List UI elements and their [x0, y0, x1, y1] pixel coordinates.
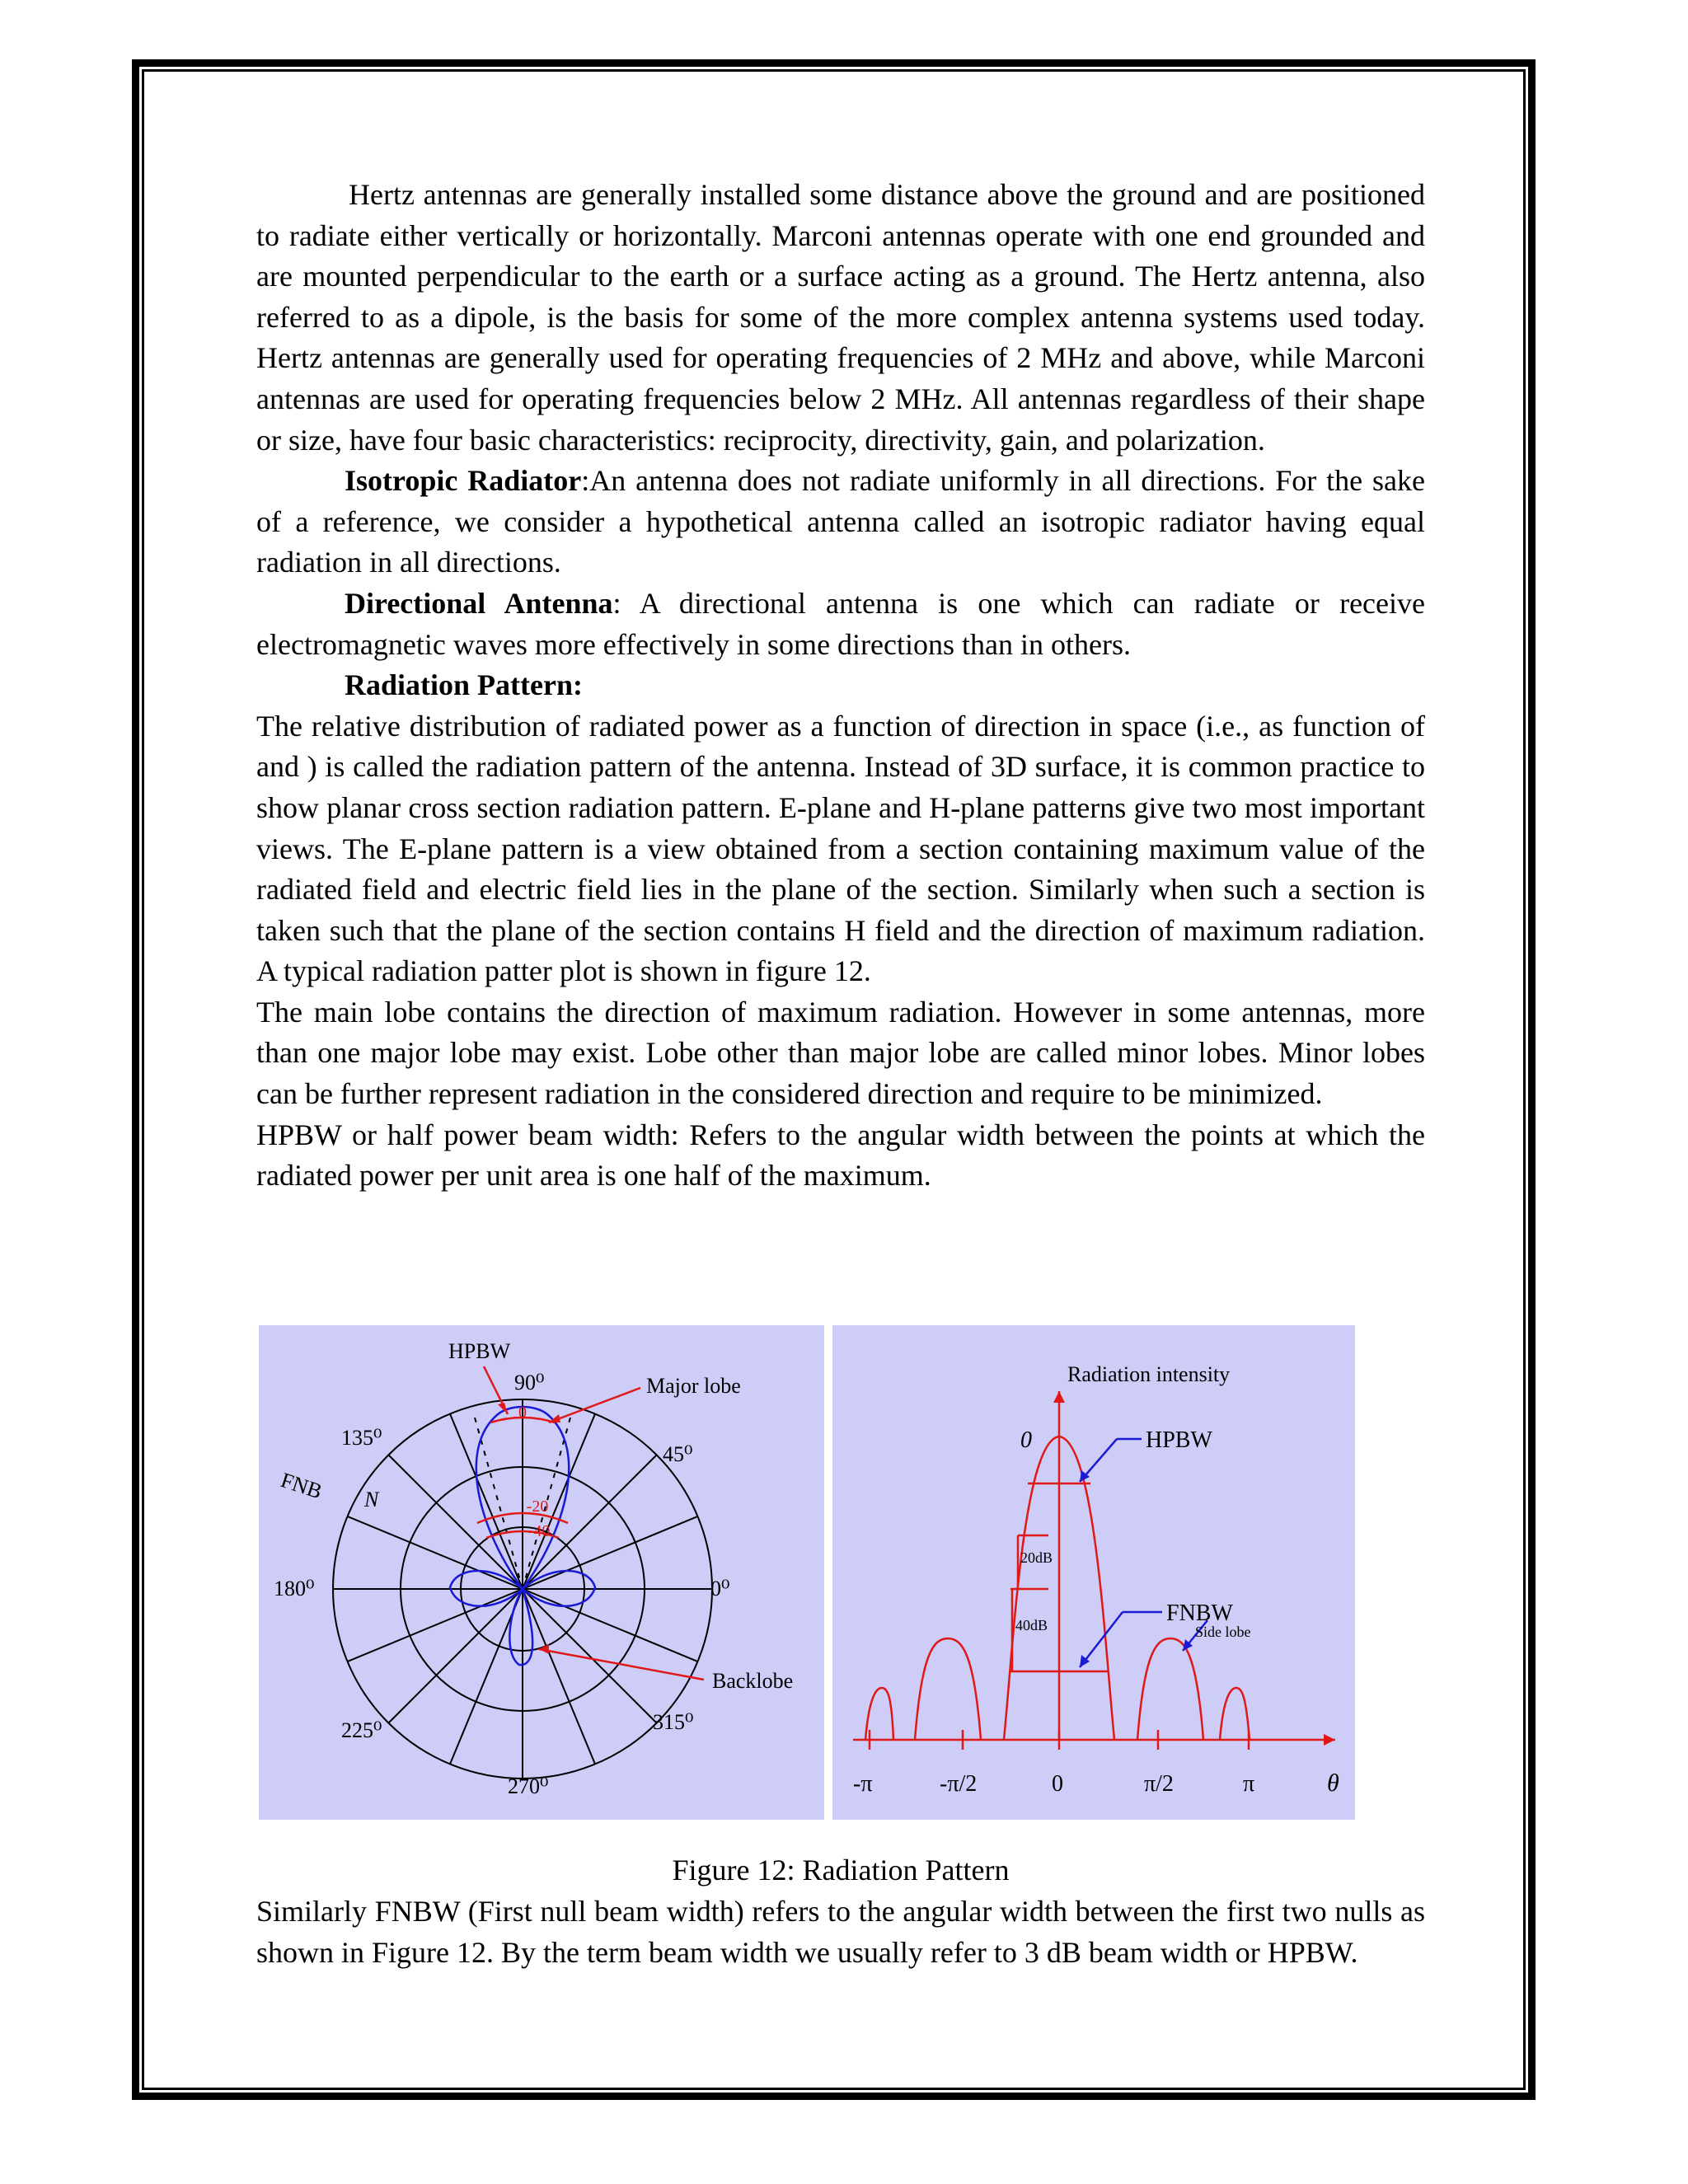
term-isotropic-radiator: Isotropic Radiator: [345, 464, 582, 498]
label-side-lobe: Side lobe: [1195, 1624, 1251, 1640]
cartesian-plot-panel: [832, 1325, 1355, 1820]
label-cartesian-hpbw: HPBW: [1146, 1427, 1212, 1453]
left-side-lobe-curve: [915, 1638, 981, 1740]
heading-radiation-pattern: Radiation Pattern:: [345, 668, 583, 702]
label-0deg: 0⁰: [710, 1577, 730, 1601]
intensity-curve: [853, 1391, 1335, 1740]
label-180deg: 180⁰: [274, 1577, 315, 1601]
body-text: [256, 175, 1425, 1197]
figure-caption: Figure 12: Radiation Pattern: [672, 1854, 1010, 1886]
label-hpbw: HPBW: [448, 1339, 511, 1363]
label-90deg: 90⁰: [514, 1371, 545, 1394]
paragraph-hertz-marconi: Hertz antennas are generally installed some distance above the ground and are positioned to radiate either vertically or horizontally. Marconi antennas operate with one end grounded and are mounted perpendicular to the earth or a surface acting as a ground. The Hertz antenna, also referred to as a dipole, is the basis for some of the more complex antenna systems used today. Hertz antennas are generally used for operating frequencies of 2 MHz and above, while Marconi antennas are used for operating frequencies below 2 MHz. All antennas regardless of their shape or size, have four basic characteristics: reciprocity, directivity, gain, and polarization.: [256, 178, 1425, 457]
polar-plot-panel: [259, 1325, 824, 1820]
paragraph-directional: [256, 583, 1425, 665]
tick-label-neg-pi: -π: [853, 1771, 873, 1797]
label-backlobe: Backlobe: [712, 1669, 794, 1693]
label-fnbw: FNBW: [1166, 1601, 1233, 1626]
far-right-lobe-curve: [1220, 1688, 1250, 1740]
label-20db: 20dB: [1020, 1549, 1053, 1566]
isotropic-definition: :An antenna does not radiate uniformly in all directions. For the sake of a reference, we consider a hypothetical antenna called an isotropic radiator having equal radiation in all directions.: [256, 464, 1426, 579]
label-peak-zero: 0: [1020, 1427, 1032, 1453]
label-40db: 40dB: [1015, 1617, 1048, 1633]
paragraph-main-lobe: The main lobe contains the direction of maximum radiation. However in some antennas, more than one major lobe may exist. Lobe other than major lobe are called minor lobes. Minor lobes can be further represent radiation in the considered direction and require to be minimized.: [256, 995, 1425, 1111]
paragraph-isotropic: [256, 461, 1425, 583]
label-270deg: 270⁰: [508, 1774, 549, 1798]
major-lobe-pointer: [549, 1388, 640, 1422]
term-directional-antenna: Directional Antenna: [345, 586, 613, 620]
cartesian-plot: [832, 1325, 1355, 1820]
label-theta: θ: [1327, 1769, 1339, 1797]
label-radiation-intensity: Radiation intensity: [1067, 1362, 1231, 1386]
paragraph-hpbw: HPBW or half power beam width: Refers to the angular width between the points at which the radiated power per unit area is one half of the maximum.: [256, 1118, 1425, 1193]
label-45deg: 45⁰: [663, 1442, 693, 1466]
label-major-lobe: Major lobe: [646, 1374, 741, 1398]
back-lobe-shape: [509, 1589, 532, 1665]
label-n: N: [364, 1488, 379, 1511]
label-fnb: FNB: [278, 1468, 326, 1504]
label-135deg: 135⁰: [341, 1426, 382, 1450]
ring-label-40: -40: [528, 1522, 551, 1540]
polar-plot: [259, 1325, 824, 1820]
figure-radiation-pattern: [259, 1325, 1355, 1820]
tick-label-half-pi: π/2: [1144, 1771, 1174, 1797]
ring-label-0: 0: [518, 1404, 527, 1422]
label-225deg: 225⁰: [341, 1718, 382, 1742]
tick-label-zero: 0: [1052, 1771, 1063, 1797]
tick-label-pi: π: [1243, 1771, 1255, 1797]
paragraph-fnbw: Similarly FNBW (First null beam width) refers to the angular width between the first two nulls as shown in Figure 12. By the term beam width we usually refer to 3 dB beam width or HPBW.: [256, 1895, 1425, 1969]
paragraph-radiation-pattern: The relative distribution of radiated power as a function of direction in space (i.e., as function of and ) is called the radiation pattern of the antenna. Instead of 3D surface, it is common practice to show planar cross section radiation pattern. E-plane and H-plane patterns give two most important views. The E-plane pattern is a view obtained from a section containing maximum value of the radiated field and electric field lies in the plane of the section. Similarly when such a section is taken such that the plane of the section contains H field and the direction of maximum radiation. A typical radiation patter plot is shown in figure 12.: [256, 709, 1425, 988]
directional-definition: : A directional antenna is one which can radiate or receive electromagnetic waves more effectively in some directions than in others.: [256, 586, 1425, 661]
label-315deg: 315⁰: [653, 1710, 694, 1734]
right-side-lobe-curve: [1137, 1638, 1203, 1740]
tick-label-neg-half-pi: -π/2: [940, 1771, 978, 1797]
ring-label-20: -20: [526, 1497, 549, 1516]
